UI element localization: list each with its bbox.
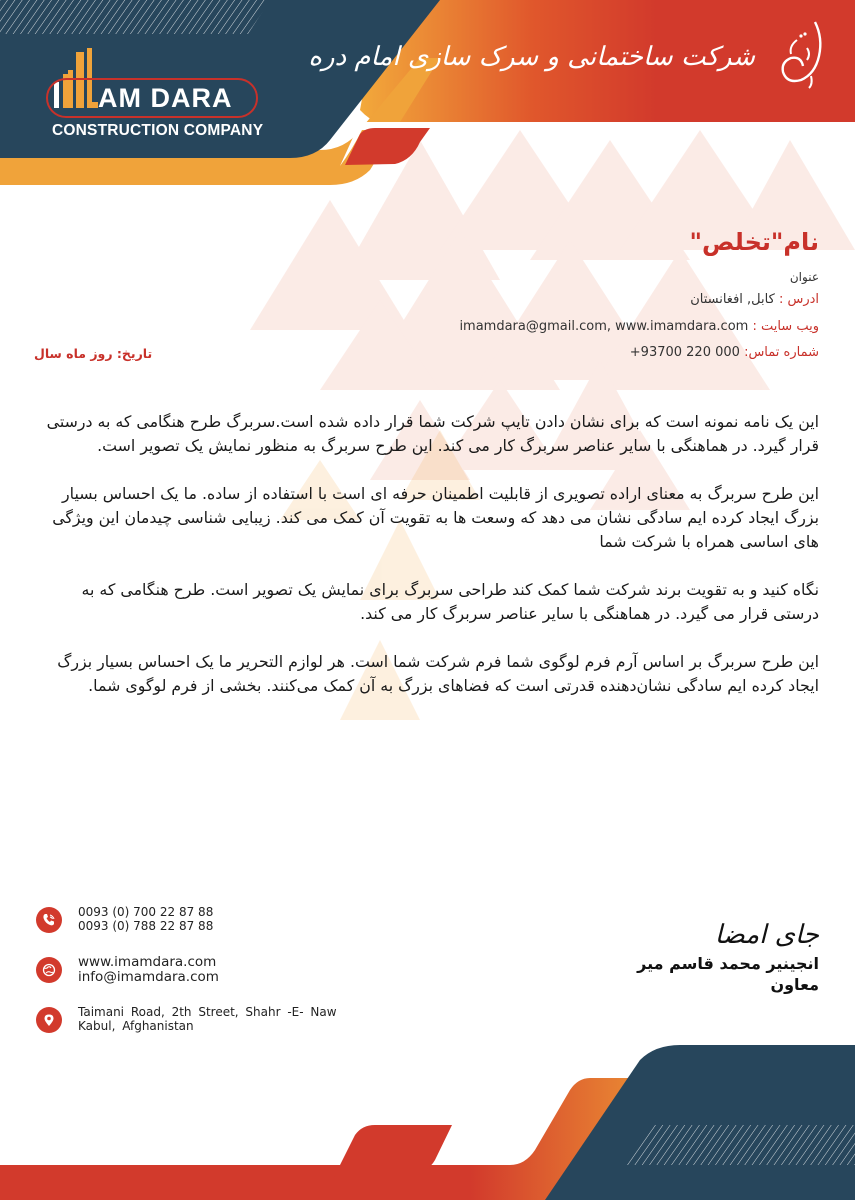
- signatory-name: انجینیر محمد قاسم میر: [637, 954, 819, 973]
- body-paragraph: نگاه کنید و به تقویت برند شرکت شما کمک کند طراحی سربرگ برای نمایش یک تصویر است. طرح هنگامی که به درستی قرار می گیرد. در هماهنگی با سایر عناصر سربرگ کار می کند.: [81, 580, 819, 623]
- address-line: Kabul, Afghanistan: [78, 1019, 194, 1033]
- phone-icon: [36, 907, 62, 933]
- contact-address: [36, 1005, 376, 1055]
- website-value[interactable]: imamdara@gmail.com, www.imamdara.com: [459, 319, 749, 334]
- address-value: کابل, افغانستان: [690, 292, 775, 307]
- website-link[interactable]: www.imamdara.com: [78, 954, 217, 970]
- address-label: ادرس :: [778, 292, 819, 307]
- contact-web: [36, 955, 376, 1005]
- email-link[interactable]: info@imamdara.com: [78, 969, 219, 985]
- phone-row: [630, 345, 819, 360]
- body-paragraph: این یک نامه نمونه است که برای نشان دادن تایپ شرکت شما قرار داده شده است.سربرگ طرح هنگامی که به درستی قرار گیرد. در هماهنگی با سایر عناصر سربرگ کار می کند. این طرح سربرگ به منظور نمایش یک تصویر است.: [46, 412, 819, 455]
- globe-icon: [36, 957, 62, 983]
- address-line: Taimani Road, 2th Street, Shahr -E- Naw: [78, 1005, 337, 1019]
- website-row: [459, 319, 819, 334]
- signatory-role: معاون: [770, 975, 819, 994]
- signature-block: [637, 920, 819, 994]
- phone-label: شماره تماس:: [744, 345, 819, 360]
- logo-subtitle: CONSTRUCTION COMPANY: [52, 122, 264, 139]
- recipient-name: نام"تخلص": [689, 228, 819, 256]
- phone-number: 0093 (0) 700 22 87 88: [78, 905, 214, 919]
- persian-company-name: شرکت ساختمانی و سرک سازی امام دره: [308, 42, 755, 72]
- body-paragraph: این طرح سربرگ بر اساس آرم فرم لوگوی شما فرم شرکت شما است. هر لوازم التحریر ما یک احساس بسیار بزرگ ایجاد کرده ایم سادگی نشان‌دهنده قدرتی است که فضاهای بزرگ به آن کمک می‌کنند. بخشی از فرم لوگوی شما.: [57, 652, 819, 695]
- contact-info: [36, 905, 376, 1055]
- body-paragraph: این طرح سربرگ به معنای اراده تصویری از قابلیت اطمینان حرفه ای است با استفاده از ساده. ما یک احساس بسیار بزرگ ایجاد کرده ایم سادگی نشان می دهد که وسعت ها به تقویت آن کمک می کند. زیبایی شناسی چیدمان این ویژگی های اساسی همراه با شرکت شما: [52, 484, 819, 551]
- company-logo: [38, 44, 268, 144]
- phone-number: 0093 (0) 788 22 87 88: [78, 919, 214, 933]
- contact-phone: [36, 905, 376, 955]
- website-label: ویب سایت :: [752, 319, 819, 334]
- letter-body: [34, 410, 819, 722]
- phone-value: +93700 220 000: [629, 345, 740, 360]
- address-row: [690, 292, 819, 307]
- recipient-title: عنوان: [789, 270, 819, 284]
- signature-placeholder: جای امضا: [714, 920, 819, 950]
- logo-wordmark: AM DARA: [98, 83, 233, 113]
- calligraphy-logo-icon: [771, 18, 833, 90]
- location-pin-icon: [36, 1007, 62, 1033]
- letter-date: تاریخ: روز ماه سال: [34, 346, 153, 361]
